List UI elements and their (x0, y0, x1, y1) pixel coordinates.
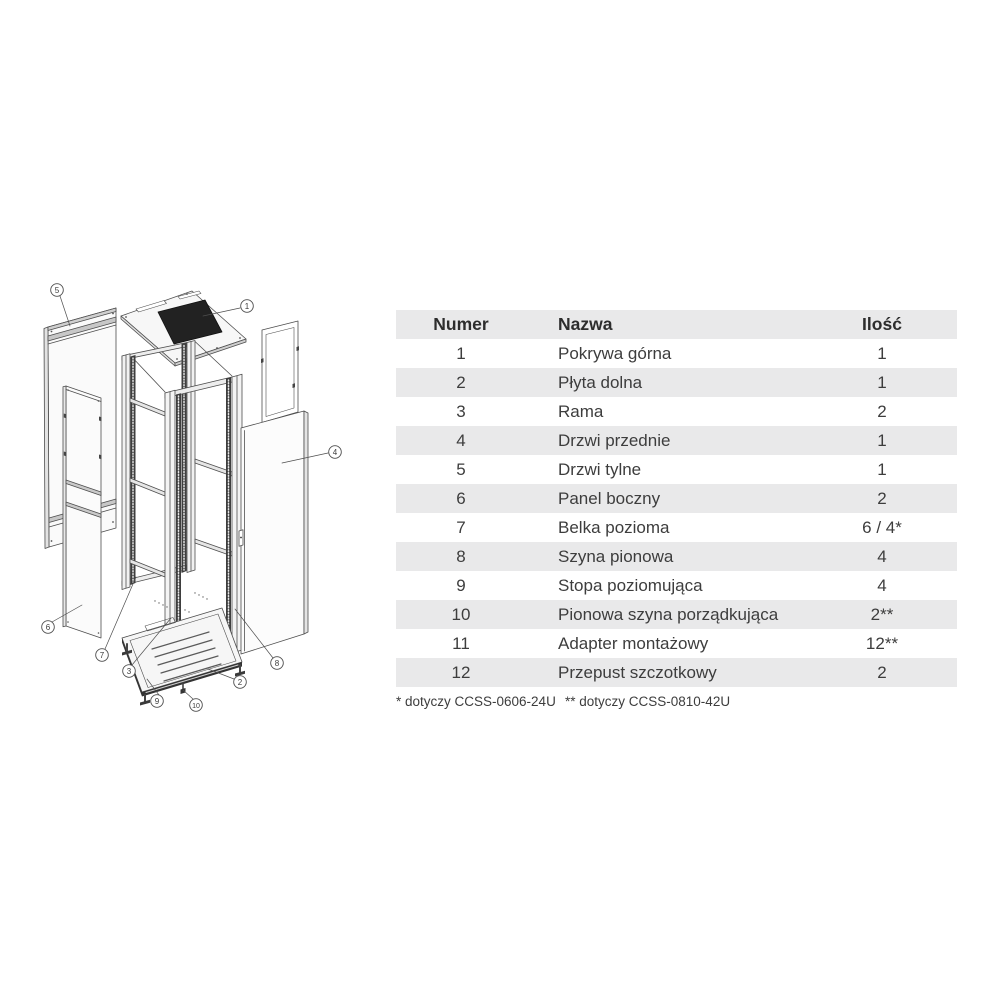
part-number-cell: 2 (396, 368, 526, 397)
svg-text:7: 7 (99, 650, 105, 660)
svg-text:9: 9 (154, 696, 160, 706)
part-qty-cell: 2 (807, 658, 957, 687)
table-header-row (396, 310, 957, 339)
part-number-cell: 10 (396, 600, 526, 629)
table-row (396, 629, 957, 658)
rack-cabinet-exploded-svg (35, 265, 380, 730)
svg-text:6: 6 (45, 622, 51, 632)
parts-table (396, 310, 957, 687)
footnote-2: ** dotyczy CCSS-0810-42U (565, 694, 731, 709)
part-name-cell: Drzwi tylne (558, 459, 642, 479)
table-row (396, 339, 957, 368)
part-name-cell: Przepust szczotkowy (526, 658, 807, 687)
part-qty-cell: 2 (807, 484, 957, 513)
part-name-cell: Rama (558, 401, 604, 421)
callout-1 (241, 300, 254, 313)
part-name-cell: Pionowa szyna porządkująca (526, 600, 807, 629)
svg-text:5: 5 (54, 285, 60, 295)
part-qty-cell: 4 (807, 542, 957, 571)
footnotes (396, 694, 957, 712)
part-number-cell: 5 (456, 459, 466, 479)
svg-text:3: 3 (126, 666, 132, 676)
part-name-cell: Pokrywa górna (558, 343, 672, 363)
part-number-cell: 3 (456, 401, 466, 421)
table-row (396, 542, 957, 571)
callout-9 (151, 695, 164, 708)
svg-text:4: 4 (332, 447, 338, 457)
part-number-cell: 12 (396, 658, 526, 687)
callout-10 (190, 699, 203, 712)
part-number-cell: 6 (396, 484, 526, 513)
part-number-cell: 1 (456, 343, 466, 363)
table-row (396, 513, 957, 542)
part-qty-cell: 1 (807, 426, 957, 455)
part-number-cell: 9 (456, 575, 466, 595)
table-row (396, 658, 957, 687)
part-qty-cell: 4 (877, 575, 887, 595)
table-row (396, 426, 957, 455)
col-header-nazwa: Nazwa (526, 310, 807, 339)
part-qty-cell: 2 (877, 401, 887, 421)
part-qty-cell: 12** (865, 633, 899, 653)
table-row (396, 600, 957, 629)
callout-6 (42, 621, 55, 634)
callout-2 (234, 676, 247, 689)
frame-assembly (122, 341, 242, 654)
callout-3 (123, 665, 136, 678)
svg-text:8: 8 (274, 658, 280, 668)
part-name-cell: Stopa poziomująca (558, 575, 703, 595)
table-row (396, 397, 957, 426)
table-row (396, 455, 957, 484)
part-number-cell: 11 (452, 633, 470, 653)
callout-8 (271, 657, 284, 670)
exploded-view-diagram (35, 265, 380, 730)
svg-text:1: 1 (244, 301, 250, 311)
part-qty-cell: 1 (877, 459, 887, 479)
svg-text:2: 2 (237, 677, 243, 687)
callout-5 (51, 284, 64, 297)
svg-text:10: 10 (192, 702, 200, 710)
part-name-cell: Belka pozioma (558, 517, 670, 537)
part-name-cell: Adapter montażowy (558, 633, 709, 653)
part-name-cell: Płyta dolna (526, 368, 807, 397)
callout-4 (329, 446, 342, 459)
table-row (396, 571, 957, 600)
side-panel (63, 386, 102, 638)
part-number-cell: 4 (396, 426, 526, 455)
part-number-cell: 7 (456, 517, 466, 537)
table-row (396, 368, 957, 397)
front-door (239, 321, 308, 654)
part-name-cell: Drzwi przednie (526, 426, 807, 455)
footnote-1: * dotyczy CCSS-0606-24U (396, 694, 556, 709)
part-number-cell: 8 (396, 542, 526, 571)
table-row (396, 484, 957, 513)
part-qty-cell: 1 (877, 343, 887, 363)
part-qty-cell: 6 / 4* (862, 517, 902, 537)
part-qty-cell: 2** (807, 600, 957, 629)
part-qty-cell: 1 (807, 368, 957, 397)
callout-7 (96, 649, 109, 662)
part-name-cell: Panel boczny (526, 484, 807, 513)
part-name-cell: Szyna pionowa (526, 542, 807, 571)
col-header-ilosc: Ilość (807, 310, 957, 339)
col-header-numer: Numer (396, 310, 526, 339)
